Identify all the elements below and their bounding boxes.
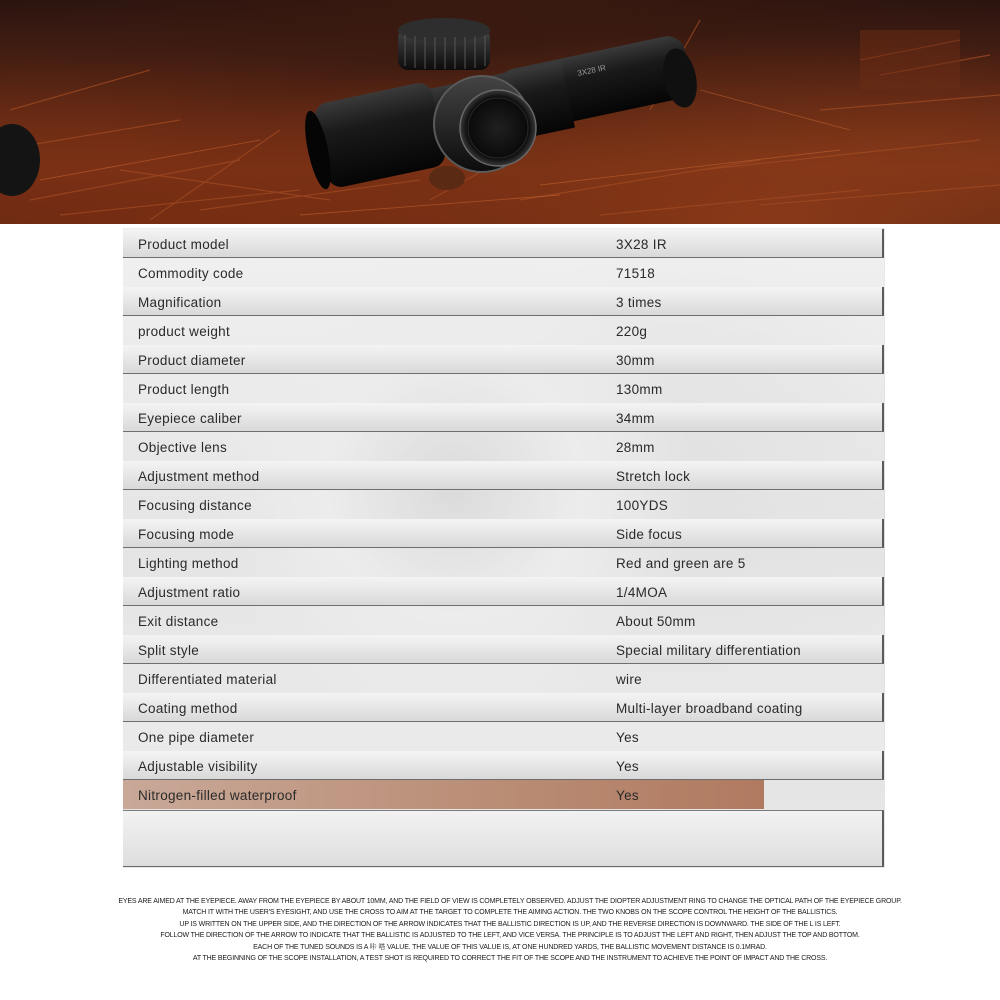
note-line: MATCH IT WITH THE USER'S EYESIGHT, AND USE THE CROSS TO AIM AT THE TARGET TO COMPLETE THE AIMING ACTION. THE TWO KNOBS ON THE SCOPE CONTROL THE HEIGHT OF THE BALLISTICS. (182, 909, 838, 917)
spec-row (123, 780, 764, 809)
spec-value: 130mm (616, 382, 663, 397)
spec-value: wire (616, 672, 642, 687)
spec-row (123, 403, 884, 432)
spec-value: 3X28 IR (616, 237, 667, 252)
spec-row (123, 519, 884, 548)
spec-label: Product model (138, 237, 229, 252)
spec-row (123, 374, 884, 403)
pine-cone (429, 166, 465, 190)
scope-body (300, 18, 702, 191)
spec-row (123, 606, 884, 635)
spec-value: Yes (616, 730, 639, 745)
spec-table (123, 228, 885, 868)
spec-table-footer (123, 810, 884, 867)
spec-value: 1/4MOA (616, 585, 668, 600)
spec-label: Adjustable visibility (138, 759, 258, 774)
rifle-scope-illustration (0, 0, 1000, 224)
spec-label: One pipe diameter (138, 730, 255, 745)
spec-row (123, 751, 884, 780)
spec-row (123, 490, 884, 519)
note-line: UP IS WRITTEN ON THE UPPER SIDE, AND THE DIRECTION OF THE ARROW INDICATES THAT THE BALLISTIC DIRECTION IS UP, AND THE REVERSE DIRECTION IS DOWNWARD. THE SIDE OF THE L IS LEFT. (179, 920, 841, 928)
scope-marking: 3X28 IR (576, 63, 607, 78)
spec-row (123, 345, 884, 374)
spec-value: 100YDS (616, 498, 669, 513)
spec-label: Eyepiece caliber (138, 411, 242, 426)
usage-notes (110, 896, 910, 964)
spec-row (123, 316, 884, 345)
spec-row (123, 432, 884, 461)
spec-label: Focusing distance (138, 498, 252, 513)
spec-label: Lighting method (138, 556, 239, 571)
spec-value: About 50mm (616, 614, 696, 629)
spec-label: Nitrogen-filled waterproof (138, 788, 297, 803)
spec-row (123, 635, 884, 664)
spec-row (123, 664, 884, 693)
spec-row (123, 577, 884, 606)
spec-label: Commodity code (138, 266, 244, 281)
spec-value: Yes (616, 759, 639, 774)
note-line: FOLLOW THE DIRECTION OF THE ARROW TO INDICATE THAT THE BALLISTIC IS ADJUSTED TO THE LEFT, AND VICE VERSA. THE PRINCIPLE IS TO ADJUST THE LEFT AND RIGHT, THEN ADJUST THE TOP AND BOTTOM. (160, 932, 860, 940)
spec-row (123, 548, 884, 577)
spec-value: Yes (616, 788, 639, 803)
note-line: EACH OF THE TUNED SOUNDS IS A 咔 嗒 VALUE. THE VALUE OF THIS VALUE IS, AT ONE HUNDRED YARDS, THE BALLISTIC MOVEMENT DISTANCE IS 0.1MRAD. (253, 943, 767, 951)
spec-label: Exit distance (138, 614, 219, 629)
spec-label: product weight (138, 324, 231, 339)
note-line: EYES ARE AIMED AT THE EYEPIECE. AWAY FROM THE EYEPIECE BY ABOUT 10MM, AND THE FIELD OF VIEW IS COMPLETELY OBSERVED. ADJUST THE DIOPTER ADJUSTMENT RING TO CHANGE THE OPTICAL PATH OF THE EYEPIECE GROUP. (118, 898, 902, 905)
spec-label: Split style (138, 643, 200, 658)
spec-value: 220g (616, 324, 648, 339)
spec-label: Magnification (138, 295, 222, 310)
spec-row (123, 258, 884, 287)
spec-row (123, 287, 884, 316)
spec-value: 28mm (616, 440, 655, 455)
spec-row (123, 722, 884, 751)
spec-row (123, 693, 884, 722)
note-line: AT THE BEGINNING OF THE SCOPE INSTALLATION, A TEST SHOT IS REQUIRED TO CORRECT THE FIT OF THE SCOPE AND THE INSTRUMENT TO ACHIEVE THE POINT OF IMPACT AND THE CROSS. (192, 955, 828, 963)
spec-value: 71518 (616, 266, 656, 281)
spec-value: Side focus (616, 527, 683, 542)
spec-label: Differentiated material (138, 672, 277, 687)
spec-row (123, 229, 884, 258)
partial-lens (0, 124, 40, 196)
spec-value: Red and green are 5 (616, 556, 746, 571)
spec-value: Multi-layer broadband coating (616, 701, 803, 716)
spec-value: 3 times (616, 295, 662, 310)
spec-label: Adjustment method (138, 469, 260, 484)
spec-label: Product diameter (138, 353, 246, 368)
spec-label: Product length (138, 382, 230, 397)
spec-value: 34mm (616, 411, 655, 426)
spec-value: 30mm (616, 353, 655, 368)
spec-value: Special military differentiation (616, 643, 801, 658)
spec-label: Focusing mode (138, 527, 235, 542)
spec-row (123, 461, 884, 490)
spec-label: Coating method (138, 701, 238, 716)
hero-photo (0, 0, 1000, 224)
spec-label: Adjustment ratio (138, 585, 241, 600)
spec-label: Objective lens (138, 440, 227, 455)
spec-value: Stretch lock (616, 469, 691, 484)
